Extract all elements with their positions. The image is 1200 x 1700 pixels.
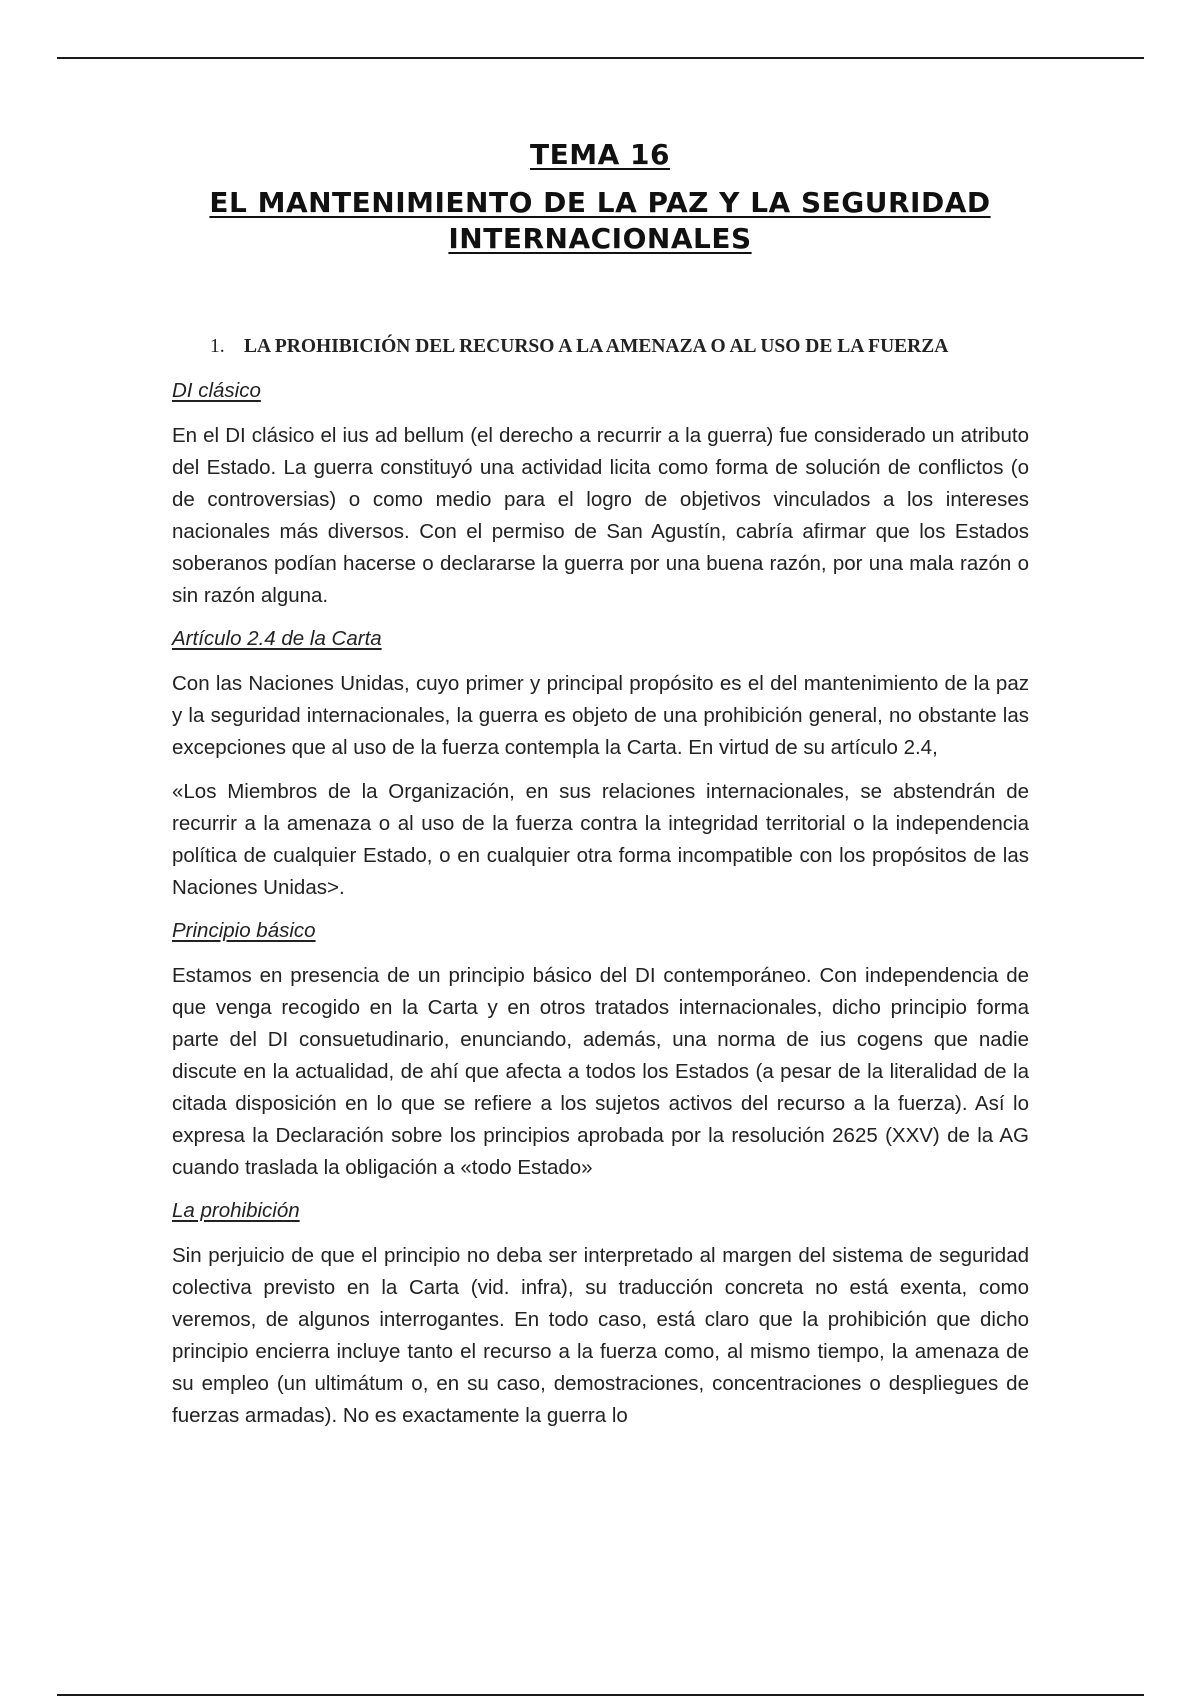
paragraph-principio-basico: Estamos en presencia de un principio básico del DI contemporáneo. Con independencia de que venga recogido en la Carta y en otros tratados internacionales, dicho principio forma parte del DI consuetudinario, enunciando, además, una norma de ius cogens que nadie discute en la actualidad, de ahí que afecta a todos los Estados (a pesar de la literalidad de la citada disposición en lo que se refiere a los sujetos activos del recurso a la fuerza). Así lo expresa la Declaración sobre los principios aprobada por la resolución 2625 (XXV) de la AG cuando traslada la obligación a «todo Estado» (172, 964, 1029, 1179)
subheading-la-prohibicion: La prohibición (172, 1199, 300, 1222)
paragraph-naciones-unidas: Con las Naciones Unidas, cuyo primer y principal propósito es el del mantenimiento de la paz y la seguridad internacionales, la guerra es objeto de una prohibición general, no obstante las excepciones que al uso de la fuerza contempla la Carta. En virtud de su artículo 2.4, (172, 672, 1029, 759)
subheading-articulo-2-4: Artículo 2.4 de la Carta (172, 627, 382, 650)
subheading-di-clasico: DI clásico (172, 379, 261, 402)
top-rule (57, 57, 1144, 59)
section-title: LA PROHIBICIÓN DEL RECURSO A LA AMENAZA O AL USO DE LA FUERZA (244, 336, 949, 357)
bottom-rule (57, 1694, 1144, 1696)
topic-title: TEMA 16 (530, 138, 670, 171)
document-body (172, 330, 1029, 1444)
section-number: 1. (210, 336, 225, 357)
document-title: EL MANTENIMIENTO DE LA PAZ Y LA SEGURIDAD INTERNACIONALES (209, 186, 991, 255)
subheading-principio-basico: Principio básico (172, 919, 316, 942)
paragraph-di-clasico: En el DI clásico el ius ad bellum (el derecho a recurrir a la guerra) fue considerado un atributo del Estado. La guerra constituyó una actividad licita como forma de solución de conflictos (o de controversias) o como medio para el logro de objetivos vinculados a los intereses nacionales más diversos. Con el permiso de San Agustín, cabría afirmar que los Estados soberanos podían hacerse o declararse la guerra por una buena razón, por una mala razón o sin razón alguna. (172, 424, 1029, 607)
title-block (150, 138, 1050, 257)
paragraph-quote-articulo: «Los Miembros de la Organización, en sus relaciones internacionales, se abstendrán de recurrir a la amenaza o al uso de la fuerza contra la integridad territorial o la independencia política de cualquier Estado, o en cualquier otra forma incompatible con los propósitos de las Naciones Unidas>. (172, 780, 1029, 899)
paragraph-la-prohibicion: Sin perjuicio de que el principio no deba ser interpretado al margen del sistema de seguridad colectiva previsto en la Carta (vid. infra), su traducción concreta no está exenta, como veremos, de algunos interrogantes. En todo caso, está claro que la prohibición que dicho principio encierra incluye tanto el recurso a la fuerza como, al mismo tiempo, la amenaza de su empleo (un ultimátum o, en su caso, demostraciones, concentraciones o despliegues de fuerzas armadas). No es exactamente la guerra lo (172, 1244, 1029, 1427)
section-heading (210, 336, 1029, 358)
